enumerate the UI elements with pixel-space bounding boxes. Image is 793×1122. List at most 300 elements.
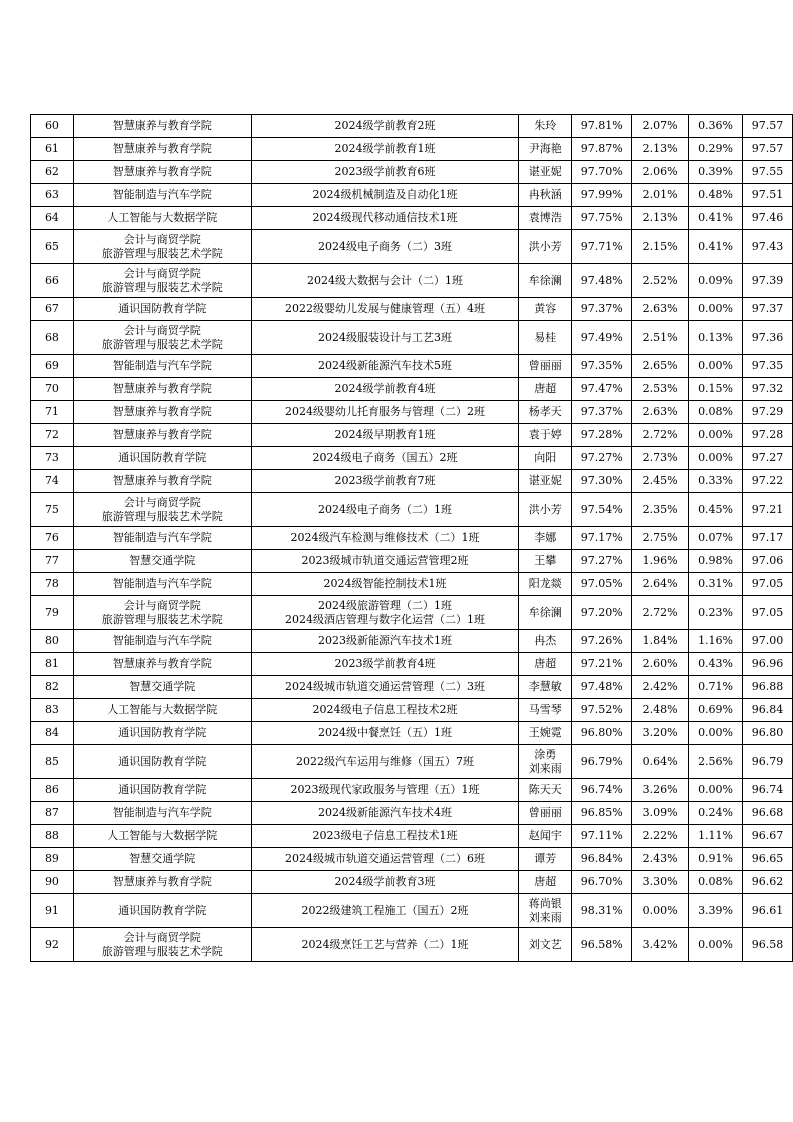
class-name-cell-line: 2022级婴幼儿发展与健康管理（五）4班 (284, 302, 485, 315)
rate-1-cell: 97.26% (572, 630, 632, 653)
row-number-cell: 84 (31, 722, 74, 745)
teacher-cell-line: 唐超 (534, 875, 557, 888)
table-row (31, 447, 793, 470)
college-cell (73, 825, 251, 848)
score-cell: 96.96 (743, 653, 793, 676)
class-name-cell-line: 2023级学前教育6班 (334, 165, 436, 178)
row-number-cell: 63 (31, 184, 74, 207)
college-cell (73, 779, 251, 802)
college-cell (73, 802, 251, 825)
teacher-cell-line: 李娜 (534, 531, 557, 544)
college-cell-line: 智慧交通学院 (129, 554, 196, 567)
table-row (31, 493, 793, 527)
rate-2-cell: 2.13% (632, 138, 689, 161)
class-name-cell-line: 2024级学前教育4班 (334, 382, 436, 395)
class-name-cell (251, 493, 519, 527)
class-name-cell-line: 2024级汽车检测与维修技术（二）1班 (290, 531, 480, 544)
score-cell: 97.36 (743, 321, 793, 355)
class-name-cell (251, 230, 519, 264)
college-cell (73, 401, 251, 424)
rate-3-cell: 0.00% (689, 779, 743, 802)
teacher-cell-line: 易桂 (534, 330, 557, 344)
teacher-cell (519, 745, 572, 779)
college-cell-line: 人工智能与大数据学院 (107, 829, 218, 842)
class-name-cell (251, 630, 519, 653)
score-cell: 97.37 (743, 298, 793, 321)
rate-3-cell: 0.71% (689, 676, 743, 699)
rate-3-cell: 0.91% (689, 848, 743, 871)
college-cell-line: 智慧康养与教育学院 (112, 119, 212, 132)
teacher-cell-line: 曾丽丽 (528, 806, 562, 819)
college-cell-line: 通识国防教育学院 (118, 754, 207, 768)
rate-2-cell: 3.09% (632, 802, 689, 825)
teacher-cell-line: 洪小芳 (528, 239, 562, 253)
rate-3-cell: 0.00% (689, 447, 743, 470)
teacher-cell (519, 779, 572, 802)
row-number-cell: 82 (31, 676, 74, 699)
rate-3-cell: 0.00% (689, 928, 743, 962)
college-cell (73, 527, 251, 550)
class-name-cell-line: 2024级现代移动通信技术1班 (312, 211, 458, 224)
teacher-cell-line: 王婉霓 (528, 726, 562, 739)
teacher-cell-line: 刘来雨 (528, 761, 562, 775)
college-cell-line: 旅游管理与服装艺术学院 (101, 246, 223, 260)
rate-2-cell: 2.53% (632, 378, 689, 401)
rate-3-cell: 0.07% (689, 527, 743, 550)
table-row (31, 894, 793, 928)
college-cell-line: 智慧康养与教育学院 (112, 142, 212, 155)
college-cell (73, 848, 251, 871)
college-cell-line: 旅游管理与服装艺术学院 (101, 280, 223, 294)
teacher-cell (519, 321, 572, 355)
teacher-cell-line: 杨孝天 (528, 405, 562, 418)
score-cell: 97.43 (743, 230, 793, 264)
score-cell: 97.05 (743, 596, 793, 630)
score-cell: 96.68 (743, 802, 793, 825)
teacher-cell (519, 894, 572, 928)
teacher-cell (519, 184, 572, 207)
class-name-cell-line: 2024级智能控制技术1班 (323, 577, 447, 590)
rate-1-cell: 97.99% (572, 184, 632, 207)
rate-2-cell: 2.65% (632, 355, 689, 378)
ranking-table (30, 114, 793, 962)
row-number-cell: 64 (31, 207, 74, 230)
college-cell (73, 378, 251, 401)
college-cell-line: 旅游管理与服装艺术学院 (101, 944, 223, 958)
class-name-cell-line: 2024级婴幼儿托育服务与管理（二）2班 (284, 405, 485, 418)
rate-1-cell: 96.79% (572, 745, 632, 779)
rate-2-cell: 2.45% (632, 470, 689, 493)
score-cell: 96.61 (743, 894, 793, 928)
teacher-cell-line: 阳龙燚 (528, 577, 562, 590)
row-number-cell: 91 (31, 894, 74, 928)
teacher-cell (519, 230, 572, 264)
teacher-cell (519, 424, 572, 447)
class-name-cell (251, 779, 519, 802)
teacher-cell (519, 527, 572, 550)
college-cell (73, 447, 251, 470)
rate-3-cell: 0.41% (689, 230, 743, 264)
table-row (31, 527, 793, 550)
rate-1-cell: 97.28% (572, 424, 632, 447)
teacher-cell (519, 447, 572, 470)
teacher-cell (519, 848, 572, 871)
class-name-cell (251, 596, 519, 630)
teacher-cell-line: 尹海艳 (528, 142, 562, 155)
table-row (31, 115, 793, 138)
college-cell (73, 161, 251, 184)
score-cell: 97.05 (743, 573, 793, 596)
table-row (31, 184, 793, 207)
table-row (31, 745, 793, 779)
rate-3-cell: 0.48% (689, 184, 743, 207)
row-number-cell: 73 (31, 447, 74, 470)
row-number-cell: 69 (31, 355, 74, 378)
college-cell-line: 旅游管理与服装艺术学院 (101, 612, 223, 626)
college-cell (73, 493, 251, 527)
class-name-cell (251, 871, 519, 894)
teacher-cell (519, 470, 572, 493)
class-name-cell-line: 2024级服装设计与工艺3班 (317, 330, 452, 344)
teacher-cell-line: 涂勇 (534, 747, 557, 761)
rate-2-cell: 2.64% (632, 573, 689, 596)
college-cell-line: 旅游管理与服装艺术学院 (101, 509, 223, 523)
score-cell: 97.46 (743, 207, 793, 230)
class-name-cell (251, 848, 519, 871)
teacher-cell-line: 李慧敏 (528, 680, 562, 693)
row-number-cell: 66 (31, 264, 74, 298)
table-row (31, 573, 793, 596)
rate-3-cell: 3.39% (689, 894, 743, 928)
class-name-cell (251, 802, 519, 825)
rate-1-cell: 97.70% (572, 161, 632, 184)
college-cell-line: 通识国防教育学院 (118, 903, 207, 917)
class-name-cell-line: 2024级新能源汽车技术5班 (317, 359, 452, 372)
rate-2-cell: 2.60% (632, 653, 689, 676)
rate-1-cell: 96.70% (572, 871, 632, 894)
college-cell-line: 智慧康养与教育学院 (112, 165, 212, 178)
teacher-cell (519, 699, 572, 722)
class-name-cell-line: 2023级电子信息工程技术1班 (312, 829, 458, 842)
score-cell: 97.22 (743, 470, 793, 493)
college-cell-line: 会计与商贸学院 (123, 495, 201, 509)
rate-3-cell: 0.31% (689, 573, 743, 596)
rate-3-cell: 0.08% (689, 871, 743, 894)
class-name-cell (251, 745, 519, 779)
class-name-cell (251, 138, 519, 161)
college-cell (73, 596, 251, 630)
table-row (31, 653, 793, 676)
class-name-cell-line: 2023级城市轨道交通运营管理2班 (301, 554, 469, 567)
teacher-cell (519, 115, 572, 138)
teacher-cell-line: 刘来雨 (528, 910, 562, 924)
class-name-cell-line: 2024级学前教育2班 (334, 119, 436, 132)
teacher-cell-line: 黄容 (534, 302, 557, 315)
class-name-cell (251, 207, 519, 230)
class-name-cell-line: 2023级新能源汽车技术1班 (317, 634, 452, 647)
class-name-cell (251, 894, 519, 928)
college-cell-line: 会计与商贸学院 (123, 598, 201, 612)
class-name-cell (251, 550, 519, 573)
rate-3-cell: 0.98% (689, 550, 743, 573)
row-number-cell: 67 (31, 298, 74, 321)
rate-1-cell: 98.31% (572, 894, 632, 928)
college-cell-line: 智慧康养与教育学院 (112, 474, 212, 487)
score-cell: 97.57 (743, 138, 793, 161)
teacher-cell (519, 378, 572, 401)
table-row (31, 848, 793, 871)
class-name-cell-line: 2024级新能源汽车技术4班 (317, 806, 452, 819)
college-cell (73, 321, 251, 355)
row-number-cell: 60 (31, 115, 74, 138)
teacher-cell (519, 161, 572, 184)
college-cell-line: 智能制造与汽车学院 (112, 359, 212, 372)
rate-2-cell: 0.64% (632, 745, 689, 779)
teacher-cell (519, 207, 572, 230)
class-name-cell (251, 653, 519, 676)
college-cell (73, 115, 251, 138)
rate-2-cell: 3.26% (632, 779, 689, 802)
rate-3-cell: 0.45% (689, 493, 743, 527)
teacher-cell-line: 朱玲 (534, 119, 557, 132)
rate-2-cell: 2.52% (632, 264, 689, 298)
college-cell-line: 智慧康养与教育学院 (112, 405, 212, 418)
class-name-cell-line: 2024级中餐烹饪（五）1班 (317, 726, 452, 739)
college-cell-line: 智慧康养与教育学院 (112, 657, 212, 670)
college-cell-line: 智能制造与汽车学院 (112, 634, 212, 647)
rate-1-cell: 97.71% (572, 230, 632, 264)
teacher-cell (519, 298, 572, 321)
rate-1-cell: 96.74% (572, 779, 632, 802)
rate-2-cell: 2.35% (632, 493, 689, 527)
teacher-cell-line: 谭芳 (534, 852, 557, 865)
row-number-cell: 79 (31, 596, 74, 630)
class-name-cell-line: 2024级电子商务（国五）2班 (312, 451, 458, 464)
rate-3-cell: 0.00% (689, 298, 743, 321)
class-name-cell (251, 676, 519, 699)
score-cell: 97.51 (743, 184, 793, 207)
rate-2-cell: 3.42% (632, 928, 689, 962)
teacher-cell-line: 唐超 (534, 382, 557, 395)
rate-2-cell: 3.20% (632, 722, 689, 745)
score-cell: 96.79 (743, 745, 793, 779)
rate-2-cell: 2.63% (632, 401, 689, 424)
rate-3-cell: 1.11% (689, 825, 743, 848)
college-cell-line: 智慧康养与教育学院 (112, 428, 212, 441)
class-name-cell (251, 722, 519, 745)
score-cell: 97.21 (743, 493, 793, 527)
class-name-cell (251, 699, 519, 722)
class-name-cell (251, 825, 519, 848)
rate-1-cell: 97.87% (572, 138, 632, 161)
rate-1-cell: 97.47% (572, 378, 632, 401)
teacher-cell (519, 401, 572, 424)
row-number-cell: 85 (31, 745, 74, 779)
score-cell: 96.88 (743, 676, 793, 699)
table-row (31, 802, 793, 825)
teacher-cell-line: 牟徐澜 (528, 273, 562, 287)
rate-1-cell: 97.35% (572, 355, 632, 378)
rate-1-cell: 97.48% (572, 676, 632, 699)
rate-2-cell: 2.63% (632, 298, 689, 321)
table-row (31, 825, 793, 848)
teacher-cell (519, 825, 572, 848)
row-number-cell: 89 (31, 848, 74, 871)
class-name-cell-line: 2024级早期教育1班 (334, 428, 436, 441)
score-cell: 97.29 (743, 401, 793, 424)
table-row (31, 779, 793, 802)
row-number-cell: 74 (31, 470, 74, 493)
row-number-cell: 70 (31, 378, 74, 401)
table-body (31, 115, 793, 962)
college-cell (73, 470, 251, 493)
score-cell: 96.58 (743, 928, 793, 962)
college-cell (73, 207, 251, 230)
college-cell-line: 智能制造与汽车学院 (112, 806, 212, 819)
rate-1-cell: 97.75% (572, 207, 632, 230)
college-cell (73, 264, 251, 298)
score-cell: 97.39 (743, 264, 793, 298)
teacher-cell-line: 向阳 (534, 451, 557, 464)
table-row (31, 355, 793, 378)
college-cell-line: 智慧交通学院 (129, 680, 196, 693)
score-cell: 97.28 (743, 424, 793, 447)
row-number-cell: 62 (31, 161, 74, 184)
rate-3-cell: 0.41% (689, 207, 743, 230)
rate-1-cell: 96.84% (572, 848, 632, 871)
table-row (31, 161, 793, 184)
table-row (31, 928, 793, 962)
rate-2-cell: 2.48% (632, 699, 689, 722)
table-row (31, 871, 793, 894)
rate-1-cell: 96.80% (572, 722, 632, 745)
row-number-cell: 68 (31, 321, 74, 355)
score-cell: 97.27 (743, 447, 793, 470)
class-name-cell-line: 2024级酒店管理与数字化运营（二）1班 (284, 612, 485, 626)
rate-1-cell: 97.49% (572, 321, 632, 355)
score-cell: 97.06 (743, 550, 793, 573)
score-cell: 96.67 (743, 825, 793, 848)
score-cell: 96.74 (743, 779, 793, 802)
class-name-cell-line: 2024级电子商务（二）3班 (317, 239, 452, 253)
rate-3-cell: 0.69% (689, 699, 743, 722)
college-cell (73, 653, 251, 676)
class-name-cell-line: 2022级建筑工程施工（国五）2班 (301, 903, 469, 917)
teacher-cell-line: 谌亚妮 (528, 165, 562, 178)
score-cell: 96.62 (743, 871, 793, 894)
rate-3-cell: 0.23% (689, 596, 743, 630)
class-name-cell-line: 2023级现代家政服务与管理（五）1班 (290, 783, 480, 796)
table-row (31, 207, 793, 230)
row-number-cell: 81 (31, 653, 74, 676)
class-name-cell-line: 2024级电子商务（二）1班 (317, 502, 452, 516)
rate-2-cell: 2.72% (632, 596, 689, 630)
row-number-cell: 77 (31, 550, 74, 573)
class-name-cell (251, 928, 519, 962)
college-cell (73, 699, 251, 722)
row-number-cell: 75 (31, 493, 74, 527)
teacher-cell (519, 676, 572, 699)
college-cell-line: 人工智能与大数据学院 (107, 703, 218, 716)
rate-1-cell: 97.37% (572, 298, 632, 321)
class-name-cell (251, 573, 519, 596)
class-name-cell (251, 447, 519, 470)
teacher-cell-line: 冉秋涵 (528, 188, 562, 201)
table-row (31, 401, 793, 424)
score-cell: 97.35 (743, 355, 793, 378)
college-cell (73, 424, 251, 447)
rate-2-cell: 2.43% (632, 848, 689, 871)
score-cell: 97.00 (743, 630, 793, 653)
rate-2-cell: 1.96% (632, 550, 689, 573)
class-name-cell-line: 2024级城市轨道交通运营管理（二）6班 (284, 852, 485, 865)
row-number-cell: 88 (31, 825, 74, 848)
rate-2-cell: 2.51% (632, 321, 689, 355)
score-cell: 96.84 (743, 699, 793, 722)
class-name-cell-line: 2022级汽车运用与维修（国五）7班 (295, 754, 474, 768)
table-row (31, 630, 793, 653)
class-name-cell (251, 115, 519, 138)
rate-3-cell: 0.29% (689, 138, 743, 161)
college-cell (73, 573, 251, 596)
college-cell (73, 722, 251, 745)
row-number-cell: 65 (31, 230, 74, 264)
class-name-cell (251, 470, 519, 493)
class-name-cell (251, 378, 519, 401)
rate-1-cell: 97.27% (572, 550, 632, 573)
rate-3-cell: 0.00% (689, 355, 743, 378)
college-cell-line: 会计与商贸学院 (123, 232, 201, 246)
class-name-cell-line: 2024级烹饪工艺与营养（二）1班 (301, 937, 469, 951)
table-row (31, 424, 793, 447)
teacher-cell (519, 550, 572, 573)
rate-1-cell: 97.11% (572, 825, 632, 848)
teacher-cell-line: 陈天天 (528, 783, 562, 796)
score-cell: 97.32 (743, 378, 793, 401)
college-cell (73, 138, 251, 161)
teacher-cell-line: 袁博浩 (528, 211, 562, 224)
teacher-cell-line: 洪小芳 (528, 502, 562, 516)
class-name-cell-line: 2024级机械制造及自动化1班 (312, 188, 458, 201)
rate-2-cell: 2.07% (632, 115, 689, 138)
score-cell: 96.80 (743, 722, 793, 745)
teacher-cell (519, 596, 572, 630)
rate-3-cell: 0.08% (689, 401, 743, 424)
class-name-cell-line: 2024级旅游管理（二）1班 (317, 598, 452, 612)
teacher-cell (519, 802, 572, 825)
rate-3-cell: 0.43% (689, 653, 743, 676)
class-name-cell-line: 2024级城市轨道交通运营管理（二）3班 (284, 680, 485, 693)
teacher-cell-line: 赵闻宇 (528, 829, 562, 842)
class-name-cell-line: 2024级电子信息工程技术2班 (312, 703, 458, 716)
teacher-cell-line: 马雪琴 (528, 703, 562, 716)
college-cell (73, 355, 251, 378)
class-name-cell-line: 2024级大数据与会计（二）1班 (306, 273, 463, 287)
table-row (31, 298, 793, 321)
college-cell-line: 会计与商贸学院 (123, 323, 201, 337)
college-cell (73, 550, 251, 573)
teacher-cell (519, 264, 572, 298)
rate-2-cell: 2.15% (632, 230, 689, 264)
college-cell (73, 894, 251, 928)
table-row (31, 722, 793, 745)
rate-2-cell: 2.01% (632, 184, 689, 207)
college-cell (73, 928, 251, 962)
teacher-cell-line: 谌亚妮 (528, 474, 562, 487)
rate-1-cell: 97.17% (572, 527, 632, 550)
table-row (31, 378, 793, 401)
class-name-cell (251, 527, 519, 550)
